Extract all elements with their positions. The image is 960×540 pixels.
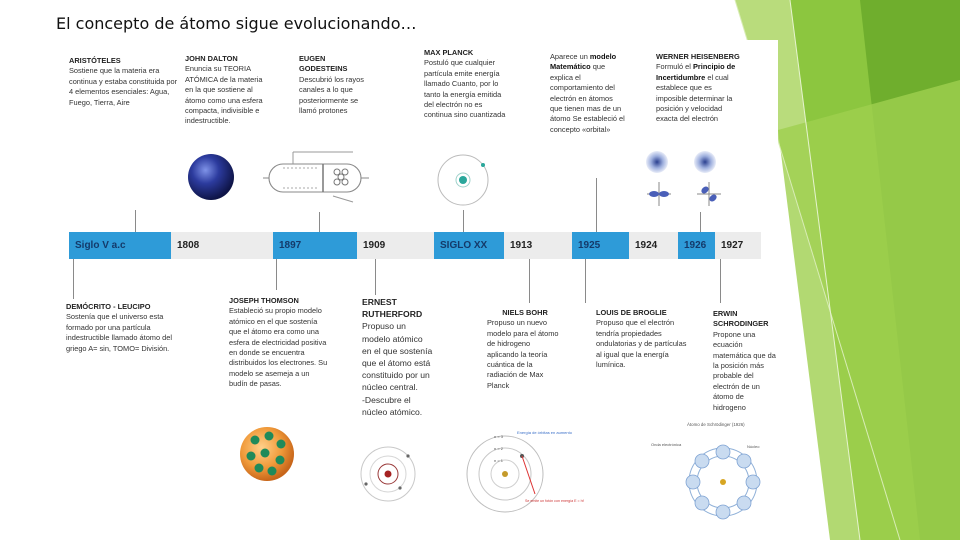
schrodinger-wave-label: Onda electrónica [651, 442, 682, 447]
orbital-shapes-image [641, 146, 723, 214]
debroglie-text [596, 308, 692, 370]
democrito-name: DEMÓCRITO - LEUCIPO [66, 302, 151, 311]
plum-pudding-image [237, 424, 297, 484]
bohr-emit-label: Se emite un fotón con energía E = hf [525, 499, 584, 503]
rutherford-atom-image [356, 444, 420, 504]
bohr-energy-label: Energía de órbitas en aumento [517, 430, 572, 435]
schrodinger-atom-image [647, 418, 771, 524]
thomson-name: JOSEPH THOMSON [229, 296, 299, 305]
timeline-segment-2: 1808 [171, 232, 273, 259]
thomson-body: Estableció su propio modelo atómico en el que sostenía que el átomo era como una esfera de electricidad positiva en donde se encuentra distribuidos los electrones. Su modelo se asemeja a un budín de pasas. [229, 306, 328, 389]
matematico-post: que explica el comportamiento del electrón en átomos que tienen mas de un átomo Se estableció el concepto «orbital» [550, 62, 625, 134]
timeline-segment-8: 1924 [629, 232, 678, 259]
timeline-segment-10: 1927 [715, 232, 761, 259]
matematico-pre: Aparece un [550, 52, 590, 61]
goldstein-name: EUGEN GODESTEINS [299, 54, 348, 74]
planck-text [424, 48, 506, 121]
timeline-segment-4: 1909 [357, 232, 434, 259]
stem-thomson [276, 259, 277, 290]
planck-body: Postuló que cualquier partícula emite energía llamado Cuanto, por lo tanto la energía emitida del electrón no es continua sino cuantizada [424, 58, 506, 120]
timeline-segment-6: 1913 [504, 232, 572, 259]
timeline-segment-9: 1926 [678, 232, 715, 259]
slide-title: El concepto de átomo sigue evolucionando… [56, 14, 417, 33]
schrodinger-body: Propone una ecuación matemática que da la posición más probable del electrón de un átomo de hidrogeno [713, 329, 776, 412]
schrodinger-text [713, 309, 777, 413]
dalton-name: JOHN DALTON [185, 54, 238, 63]
stem-debroglie [585, 259, 586, 303]
heisenberg-name: WERNER HEISENBERG [656, 52, 740, 61]
aristoteles-name: ARISTÓTELES [69, 56, 121, 65]
rutherford-text [362, 296, 434, 418]
thomson-text [229, 296, 329, 390]
timeline-segment-7: 1925 [572, 232, 629, 259]
bohr-model-image [465, 426, 584, 516]
stem-aristoteles [135, 210, 136, 232]
rutherford-extra: -Descubre el núcleo atómico. [362, 394, 423, 417]
stem-rutherford [375, 259, 376, 295]
timeline-segment-5: SIGLO XX [434, 232, 504, 259]
schrodinger-name: ERWIN SCHRODINGER [713, 309, 769, 329]
heisenberg-pre: Formuló el [656, 62, 693, 72]
matematico-bold: modelo Matemático [550, 52, 617, 72]
planck-atom-image [433, 152, 493, 208]
democrito-text [66, 302, 181, 354]
bohr-level-2: n = 2 [494, 446, 504, 451]
goldstein-body: Descubrió los rayos canales a lo que posteriormente se llamó protones [299, 74, 364, 116]
schrodinger-nucleus-label: Núcleo [747, 444, 760, 449]
democrito-body: Sostenía que el universo esta formado por una partícula indestructible llamado átomo del griego A= sin, TOMO= División. [66, 312, 172, 353]
bohr-level-3: n = 3 [494, 434, 504, 439]
aristoteles-text [69, 56, 181, 108]
heisenberg-post: el cual establece que es imposible determinar la posición y velocidad exacta del electrón [656, 72, 733, 124]
dalton-body: Enuncia su TEORIA ATÓMICA de la materia en la que sostiene al átomo como una esfera compacta, indivisible e indestructible. [185, 64, 263, 126]
timeline-infographic [57, 40, 778, 526]
debroglie-body: Propuso que el electrón tendría propiedades ondulatorias y de partículas al igual que la energía lumínica. [596, 318, 687, 370]
heisenberg-bold: Principio de Incertidumbre [656, 62, 736, 82]
aristoteles-body: Sostiene que la materia era continua y estaba constituida por 4 elementos esenciales: Agua, Fuego, Tierra, Aire [69, 66, 178, 107]
stem-planck [463, 210, 464, 232]
bohr-text [487, 308, 563, 391]
rutherford-name: ERNEST RUTHERFORD [362, 297, 423, 320]
stem-matematico [596, 178, 597, 232]
stem-schrodinger [720, 259, 721, 303]
stem-bohr [529, 259, 530, 303]
planck-name: MAX PLANCK [424, 48, 474, 57]
rutherford-body: Propuso un modelo atómico en el que sostenía que el átomo está constituido por un núcleo central. [362, 321, 433, 393]
stem-heisenberg [700, 212, 701, 232]
bohr-body: Propuso un nuevo modelo para el átomo de hidrogeno aplicando la teoría cuántica de la radiación de Max Planck [487, 318, 559, 390]
crookes-tube-image [263, 146, 369, 208]
matematico-text [550, 52, 626, 135]
bohr-level-1: n = 1 [494, 458, 504, 463]
schrodinger-title-label: Átomo de Schrödinger (1926) [687, 422, 745, 427]
timeline-bar [69, 232, 761, 259]
timeline-segment-1: Siglo V a.c [69, 232, 171, 259]
dalton-sphere-image [187, 153, 235, 201]
stem-democrito [73, 259, 74, 299]
stem-goldstein [319, 212, 320, 232]
goldstein-text [299, 54, 367, 116]
bohr-name: NIELS BOHR [502, 308, 548, 317]
debroglie-name: LOUIS DE BROGLIE [596, 308, 667, 317]
heisenberg-text [656, 52, 740, 125]
timeline-segment-3: 1897 [273, 232, 357, 259]
dalton-text [185, 54, 265, 127]
